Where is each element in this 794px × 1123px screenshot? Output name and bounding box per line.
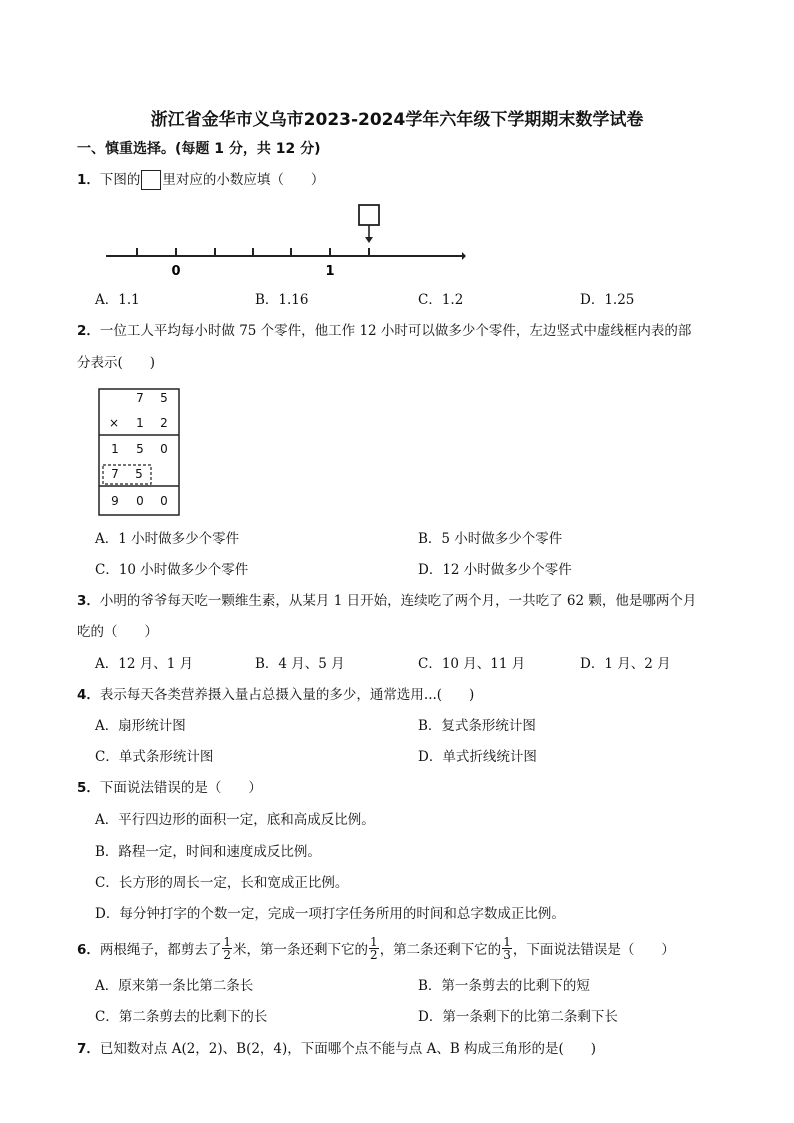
q5-option-b[interactable]: B．路程一定，时间和速度成反比例。 [95, 844, 321, 860]
fraction-one-half: $\frac{1}{2}$ [370, 935, 378, 962]
q1-option-a[interactable]: A．1.1 [95, 292, 140, 308]
question-4: 4．表示每天各类营养摄入量占总摄入量的多少，通常选用...( ) [77, 687, 475, 703]
answer-box [141, 170, 161, 190]
q6-option-d[interactable]: D．第一条剩下的比第二条剩下长 [418, 1009, 618, 1025]
question-5: 5．下面说法错误的是（ ） [77, 780, 262, 796]
question-3-line2: 吃的（ ） [77, 624, 158, 640]
q1-option-b[interactable]: B．1.16 [255, 292, 309, 308]
page-title: 浙江省金华市义乌市2023-2024学年六年级下学期期末数学试卷 [150, 110, 644, 130]
fraction-one-third: $\frac{1}{3}$ [503, 935, 511, 962]
q5-option-c[interactable]: C．长方形的周长一定，长和宽成正比例。 [95, 875, 349, 891]
q5-option-d[interactable]: D．每分钟打字的个数一定，完成一项打字任务所用的时间和总字数成正比例。 [95, 906, 565, 922]
q3-option-a[interactable]: A．12 月、1 月 [95, 656, 194, 672]
fraction-one-half: $\frac{1}{2}$ [223, 935, 232, 962]
q1-option-c[interactable]: C．1.2 [418, 292, 464, 308]
label-zero: 0 [171, 264, 181, 279]
number-line [100, 200, 470, 280]
pointer-arrowhead [365, 237, 373, 243]
section-heading: 一、慎重选择。(每题 1 分，共 12 分) [77, 141, 321, 157]
q3-option-d[interactable]: D．1 月、2 月 [580, 656, 671, 672]
q2-option-b[interactable]: B．5 小时做多少个零件 [418, 531, 563, 547]
q2-option-d[interactable]: D．12 小时做多少个零件 [418, 562, 572, 578]
question-6: 6．两根绳子，都剪去了 $\frac{1}{2}$ 米，第一条还剩下它的 $\frac{1}{2}$ ，第二条还剩下它的 $\frac{1}{3}$ ，下面说法错误是（ ） [77, 935, 675, 962]
label-one: 1 [325, 264, 335, 279]
question-2-line2: 分表示( ) [77, 355, 156, 371]
q3-option-c[interactable]: C．10 月、11 月 [418, 656, 526, 672]
q3-option-b[interactable]: B．4 月、5 月 [255, 656, 345, 672]
vertical-multiplication: 7 5 × 1 2 1 5 0 7 5 9 0 0 [98, 388, 180, 516]
q5-option-a[interactable]: A．平行四边形的面积一定，底和高成反比例。 [95, 812, 375, 828]
question-1: 1．下图的 里对应的小数应填（ ） [77, 170, 324, 191]
q4-option-d[interactable]: D．单式折线统计图 [418, 749, 537, 765]
question-2: 2．一位工人平均每小时做 75 个零件，他工作 12 小时可以做多少个零件，左边竖式中虚线框内表的部 [77, 323, 692, 339]
q2-option-a[interactable]: A．1 小时做多少个零件 [95, 531, 240, 547]
q6-option-b[interactable]: B．第一条剪去的比剩下的短 [418, 978, 590, 994]
q2-option-c[interactable]: C．10 小时做多少个零件 [95, 562, 249, 578]
q4-option-c[interactable]: C．单式条形统计图 [95, 749, 214, 765]
question-7: 7．已知数对点 A(2，2)、B(2，4)，下面哪个点不能与点 A、B 构成三角形的是( ) [77, 1041, 597, 1057]
answer-box [359, 205, 379, 225]
q4-option-b[interactable]: B．复式条形统计图 [418, 718, 536, 734]
q6-option-a[interactable]: A．原来第一条比第二条长 [95, 978, 254, 994]
q6-option-c[interactable]: C．第二条剪去的比剩下的长 [95, 1009, 268, 1025]
q4-option-a[interactable]: A．扇形统计图 [95, 718, 186, 734]
number-line-arrow [462, 252, 466, 260]
question-3: 3．小明的爷爷每天吃一颗维生素，从某月 1 日开始，连续吃了两个月，一共吃了 62 颗，他是哪两个月 [77, 593, 697, 609]
q1-option-d[interactable]: D．1.25 [580, 292, 635, 308]
